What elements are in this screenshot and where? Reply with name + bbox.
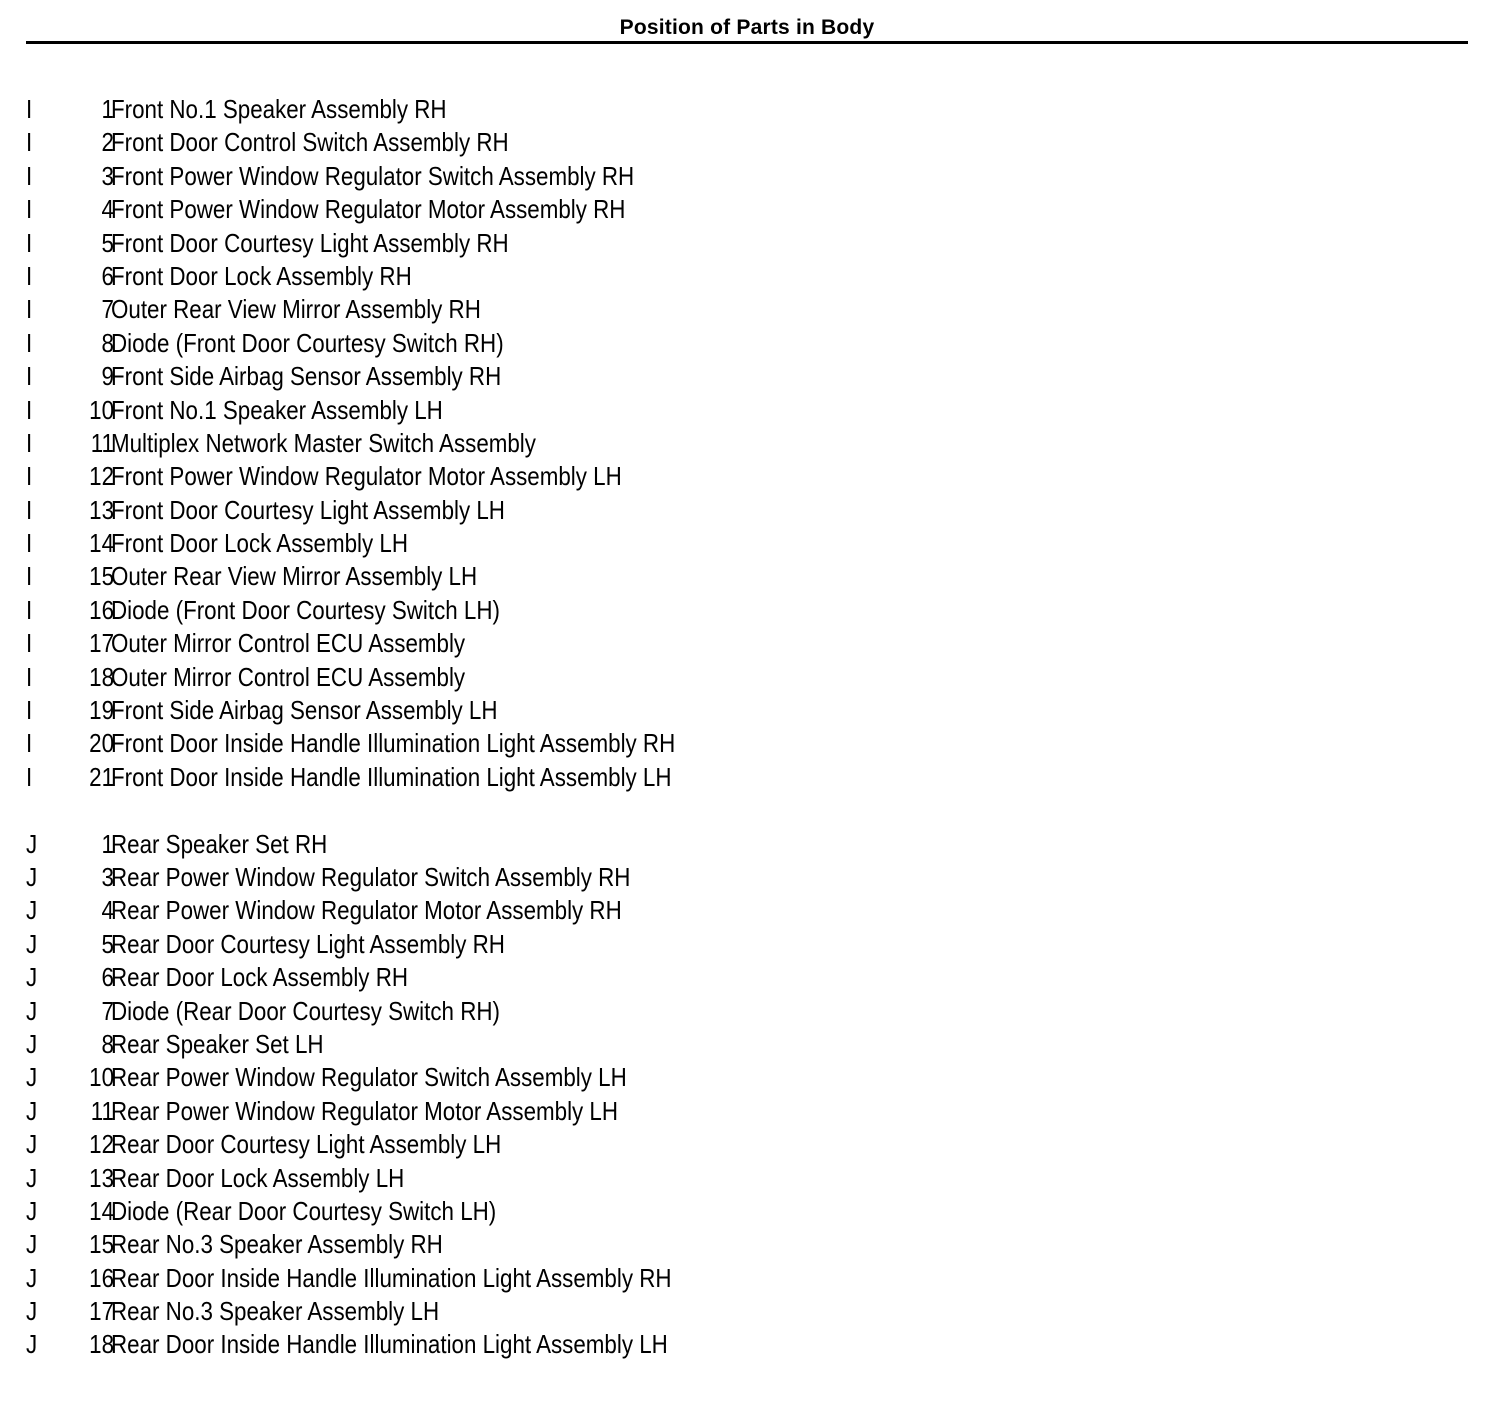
part-location-code: I xyxy=(26,194,33,225)
part-row xyxy=(26,1228,1468,1261)
part-name: Front Side Airbag Sensor Assembly RH xyxy=(111,361,502,392)
part-location-code: J xyxy=(26,861,38,892)
part-location-code: I xyxy=(26,260,33,291)
part-row xyxy=(26,861,1468,894)
part-name: Front Door Inside Handle Illumination Light Assembly LH xyxy=(111,761,672,792)
part-number: 15 xyxy=(89,1229,114,1260)
part-number: 5 xyxy=(101,928,114,959)
part-group-j xyxy=(26,828,1468,1362)
part-location-code: I xyxy=(26,528,33,559)
part-row xyxy=(26,460,1468,493)
part-number: 11 xyxy=(90,427,114,458)
part-row xyxy=(26,594,1468,627)
part-location-code: I xyxy=(26,227,33,258)
part-location-code: I xyxy=(26,761,33,792)
part-location-code: I xyxy=(26,594,33,625)
part-number: 11 xyxy=(90,1095,114,1126)
part-name: Diode (Rear Door Courtesy Switch LH) xyxy=(111,1195,497,1226)
part-number: 4 xyxy=(101,895,114,926)
part-number: 5 xyxy=(101,227,114,258)
part-location-code: I xyxy=(26,728,33,759)
part-location-code: I xyxy=(26,361,33,392)
part-row xyxy=(26,1295,1468,1328)
part-name: Front Power Window Regulator Switch Assembly RH xyxy=(111,160,635,191)
part-row xyxy=(26,327,1468,360)
part-name: Front Door Lock Assembly RH xyxy=(111,260,412,291)
part-row xyxy=(26,894,1468,927)
part-location-code: J xyxy=(26,1062,38,1093)
part-number: 7 xyxy=(101,294,114,325)
part-row xyxy=(26,227,1468,260)
part-row xyxy=(26,394,1468,427)
part-row xyxy=(26,1128,1468,1161)
part-number: 18 xyxy=(89,661,114,692)
part-number: 14 xyxy=(89,1195,114,1226)
part-name: Rear Door Courtesy Light Assembly RH xyxy=(111,928,505,959)
part-row xyxy=(26,1095,1468,1128)
part-number: 18 xyxy=(89,1329,114,1360)
part-row xyxy=(26,1328,1468,1361)
part-number: 3 xyxy=(101,160,114,191)
part-number: 10 xyxy=(89,394,114,425)
part-location-code: I xyxy=(26,327,33,358)
part-row xyxy=(26,260,1468,293)
part-row xyxy=(26,494,1468,527)
part-number: 4 xyxy=(101,194,114,225)
part-row xyxy=(26,560,1468,593)
part-location-code: J xyxy=(26,962,38,993)
part-number: 19 xyxy=(89,695,114,726)
part-number: 13 xyxy=(89,1162,114,1193)
part-row xyxy=(26,1162,1468,1195)
part-row xyxy=(26,126,1468,159)
part-location-code: I xyxy=(26,628,33,659)
page-header xyxy=(26,0,1468,46)
part-row xyxy=(26,193,1468,226)
part-location-code: I xyxy=(26,461,33,492)
part-location-code: J xyxy=(26,928,38,959)
part-name: Front Power Window Regulator Motor Assembly RH xyxy=(111,194,626,225)
part-name: Rear Door Inside Handle Illumination Light Assembly RH xyxy=(111,1262,672,1293)
part-row xyxy=(26,694,1468,727)
part-location-code: I xyxy=(26,695,33,726)
part-location-code: J xyxy=(26,1296,38,1327)
page-title: Position of Parts in Body xyxy=(619,16,875,39)
part-row xyxy=(26,1195,1468,1228)
title-divider xyxy=(26,41,1468,44)
part-number: 8 xyxy=(101,327,114,358)
part-number: 16 xyxy=(89,1262,114,1293)
part-name: Rear Door Lock Assembly LH xyxy=(111,1162,405,1193)
part-row xyxy=(26,293,1468,326)
part-row xyxy=(26,1262,1468,1295)
part-number: 10 xyxy=(89,1062,114,1093)
part-row xyxy=(26,1028,1468,1061)
part-location-code: J xyxy=(26,995,38,1026)
part-location-code: J xyxy=(26,1095,38,1126)
part-number: 16 xyxy=(89,594,114,625)
part-number: 9 xyxy=(101,361,114,392)
part-location-code: I xyxy=(26,427,33,458)
part-location-code: J xyxy=(26,895,38,926)
part-row xyxy=(26,160,1468,193)
part-row xyxy=(26,93,1468,126)
part-name: Front Power Window Regulator Motor Assembly LH xyxy=(111,461,622,492)
part-number: 13 xyxy=(89,494,114,525)
part-row xyxy=(26,828,1468,861)
part-location-code: I xyxy=(26,294,33,325)
part-name: Rear No.3 Speaker Assembly LH xyxy=(111,1296,440,1327)
part-location-code: I xyxy=(26,160,33,191)
part-name: Front Door Lock Assembly LH xyxy=(111,528,409,559)
part-name: Front No.1 Speaker Assembly LH xyxy=(111,394,443,425)
part-name: Front Side Airbag Sensor Assembly LH xyxy=(111,695,498,726)
part-name: Rear Power Window Regulator Switch Assembly RH xyxy=(111,861,631,892)
part-name: Rear Door Lock Assembly RH xyxy=(111,962,408,993)
part-location-code: J xyxy=(26,1195,38,1226)
part-number: 21 xyxy=(89,761,114,792)
part-location-code: I xyxy=(26,661,33,692)
part-row xyxy=(26,928,1468,961)
part-number: 6 xyxy=(101,260,114,291)
part-name: Rear Power Window Regulator Motor Assembly RH xyxy=(111,895,622,926)
part-location-code: J xyxy=(26,1329,38,1360)
part-number: 8 xyxy=(101,1028,114,1059)
part-row xyxy=(26,1061,1468,1094)
part-row xyxy=(26,961,1468,994)
part-location-code: I xyxy=(26,394,33,425)
part-number: 1 xyxy=(101,828,114,859)
part-name: Outer Mirror Control ECU Assembly xyxy=(111,661,466,692)
part-number: 17 xyxy=(89,1296,114,1327)
part-row xyxy=(26,761,1468,794)
part-row xyxy=(26,427,1468,460)
parts-list xyxy=(26,93,1468,1362)
part-row xyxy=(26,627,1468,660)
part-number: 20 xyxy=(89,728,114,759)
part-name: Multiplex Network Master Switch Assembly xyxy=(111,427,536,458)
part-number: 7 xyxy=(101,995,114,1026)
part-location-code: I xyxy=(26,94,33,124)
part-name: Diode (Front Door Courtesy Switch RH) xyxy=(111,327,504,358)
part-location-code: I xyxy=(26,561,33,592)
part-location-code: J xyxy=(26,1262,38,1293)
part-location-code: I xyxy=(26,127,33,158)
part-location-code: J xyxy=(26,828,38,859)
part-row xyxy=(26,527,1468,560)
part-name: Rear Door Inside Handle Illumination Light Assembly LH xyxy=(111,1329,668,1360)
part-number: 15 xyxy=(89,561,114,592)
part-name: Front Door Courtesy Light Assembly LH xyxy=(111,494,505,525)
part-number: 2 xyxy=(101,127,114,158)
part-row xyxy=(26,360,1468,393)
part-number: 3 xyxy=(101,861,114,892)
part-name: Front Door Courtesy Light Assembly RH xyxy=(111,227,509,258)
part-name: Rear Power Window Regulator Switch Assembly LH xyxy=(111,1062,627,1093)
part-name: Diode (Rear Door Courtesy Switch RH) xyxy=(111,995,500,1026)
part-name: Outer Mirror Control ECU Assembly xyxy=(111,628,466,659)
part-row xyxy=(26,727,1468,760)
part-location-code: J xyxy=(26,1028,38,1059)
part-name: Diode (Front Door Courtesy Switch LH) xyxy=(111,594,500,625)
part-row xyxy=(26,661,1468,694)
part-number: 12 xyxy=(89,461,114,492)
part-number: 14 xyxy=(89,528,114,559)
part-name: Rear Door Courtesy Light Assembly LH xyxy=(111,1129,502,1160)
part-name: Rear No.3 Speaker Assembly RH xyxy=(111,1229,443,1260)
part-name: Rear Speaker Set RH xyxy=(111,828,328,859)
part-name: Outer Rear View Mirror Assembly RH xyxy=(111,294,481,325)
part-number: 6 xyxy=(101,962,114,993)
part-location-code: J xyxy=(26,1162,38,1193)
part-name: Rear Power Window Regulator Motor Assembly LH xyxy=(111,1095,619,1126)
part-number: 12 xyxy=(89,1129,114,1160)
part-name: Front Door Inside Handle Illumination Light Assembly RH xyxy=(111,728,676,759)
part-name: Rear Speaker Set LH xyxy=(111,1028,324,1059)
part-name: Outer Rear View Mirror Assembly LH xyxy=(111,561,478,592)
part-name: Front Door Control Switch Assembly RH xyxy=(111,127,509,158)
part-group-i xyxy=(26,93,1468,794)
part-number: 17 xyxy=(89,628,114,659)
part-location-code: I xyxy=(26,494,33,525)
part-number: 1 xyxy=(101,94,114,124)
part-name: Front No.1 Speaker Assembly RH xyxy=(111,94,447,124)
part-row xyxy=(26,995,1468,1028)
part-location-code: J xyxy=(26,1229,38,1260)
part-location-code: J xyxy=(26,1129,38,1160)
